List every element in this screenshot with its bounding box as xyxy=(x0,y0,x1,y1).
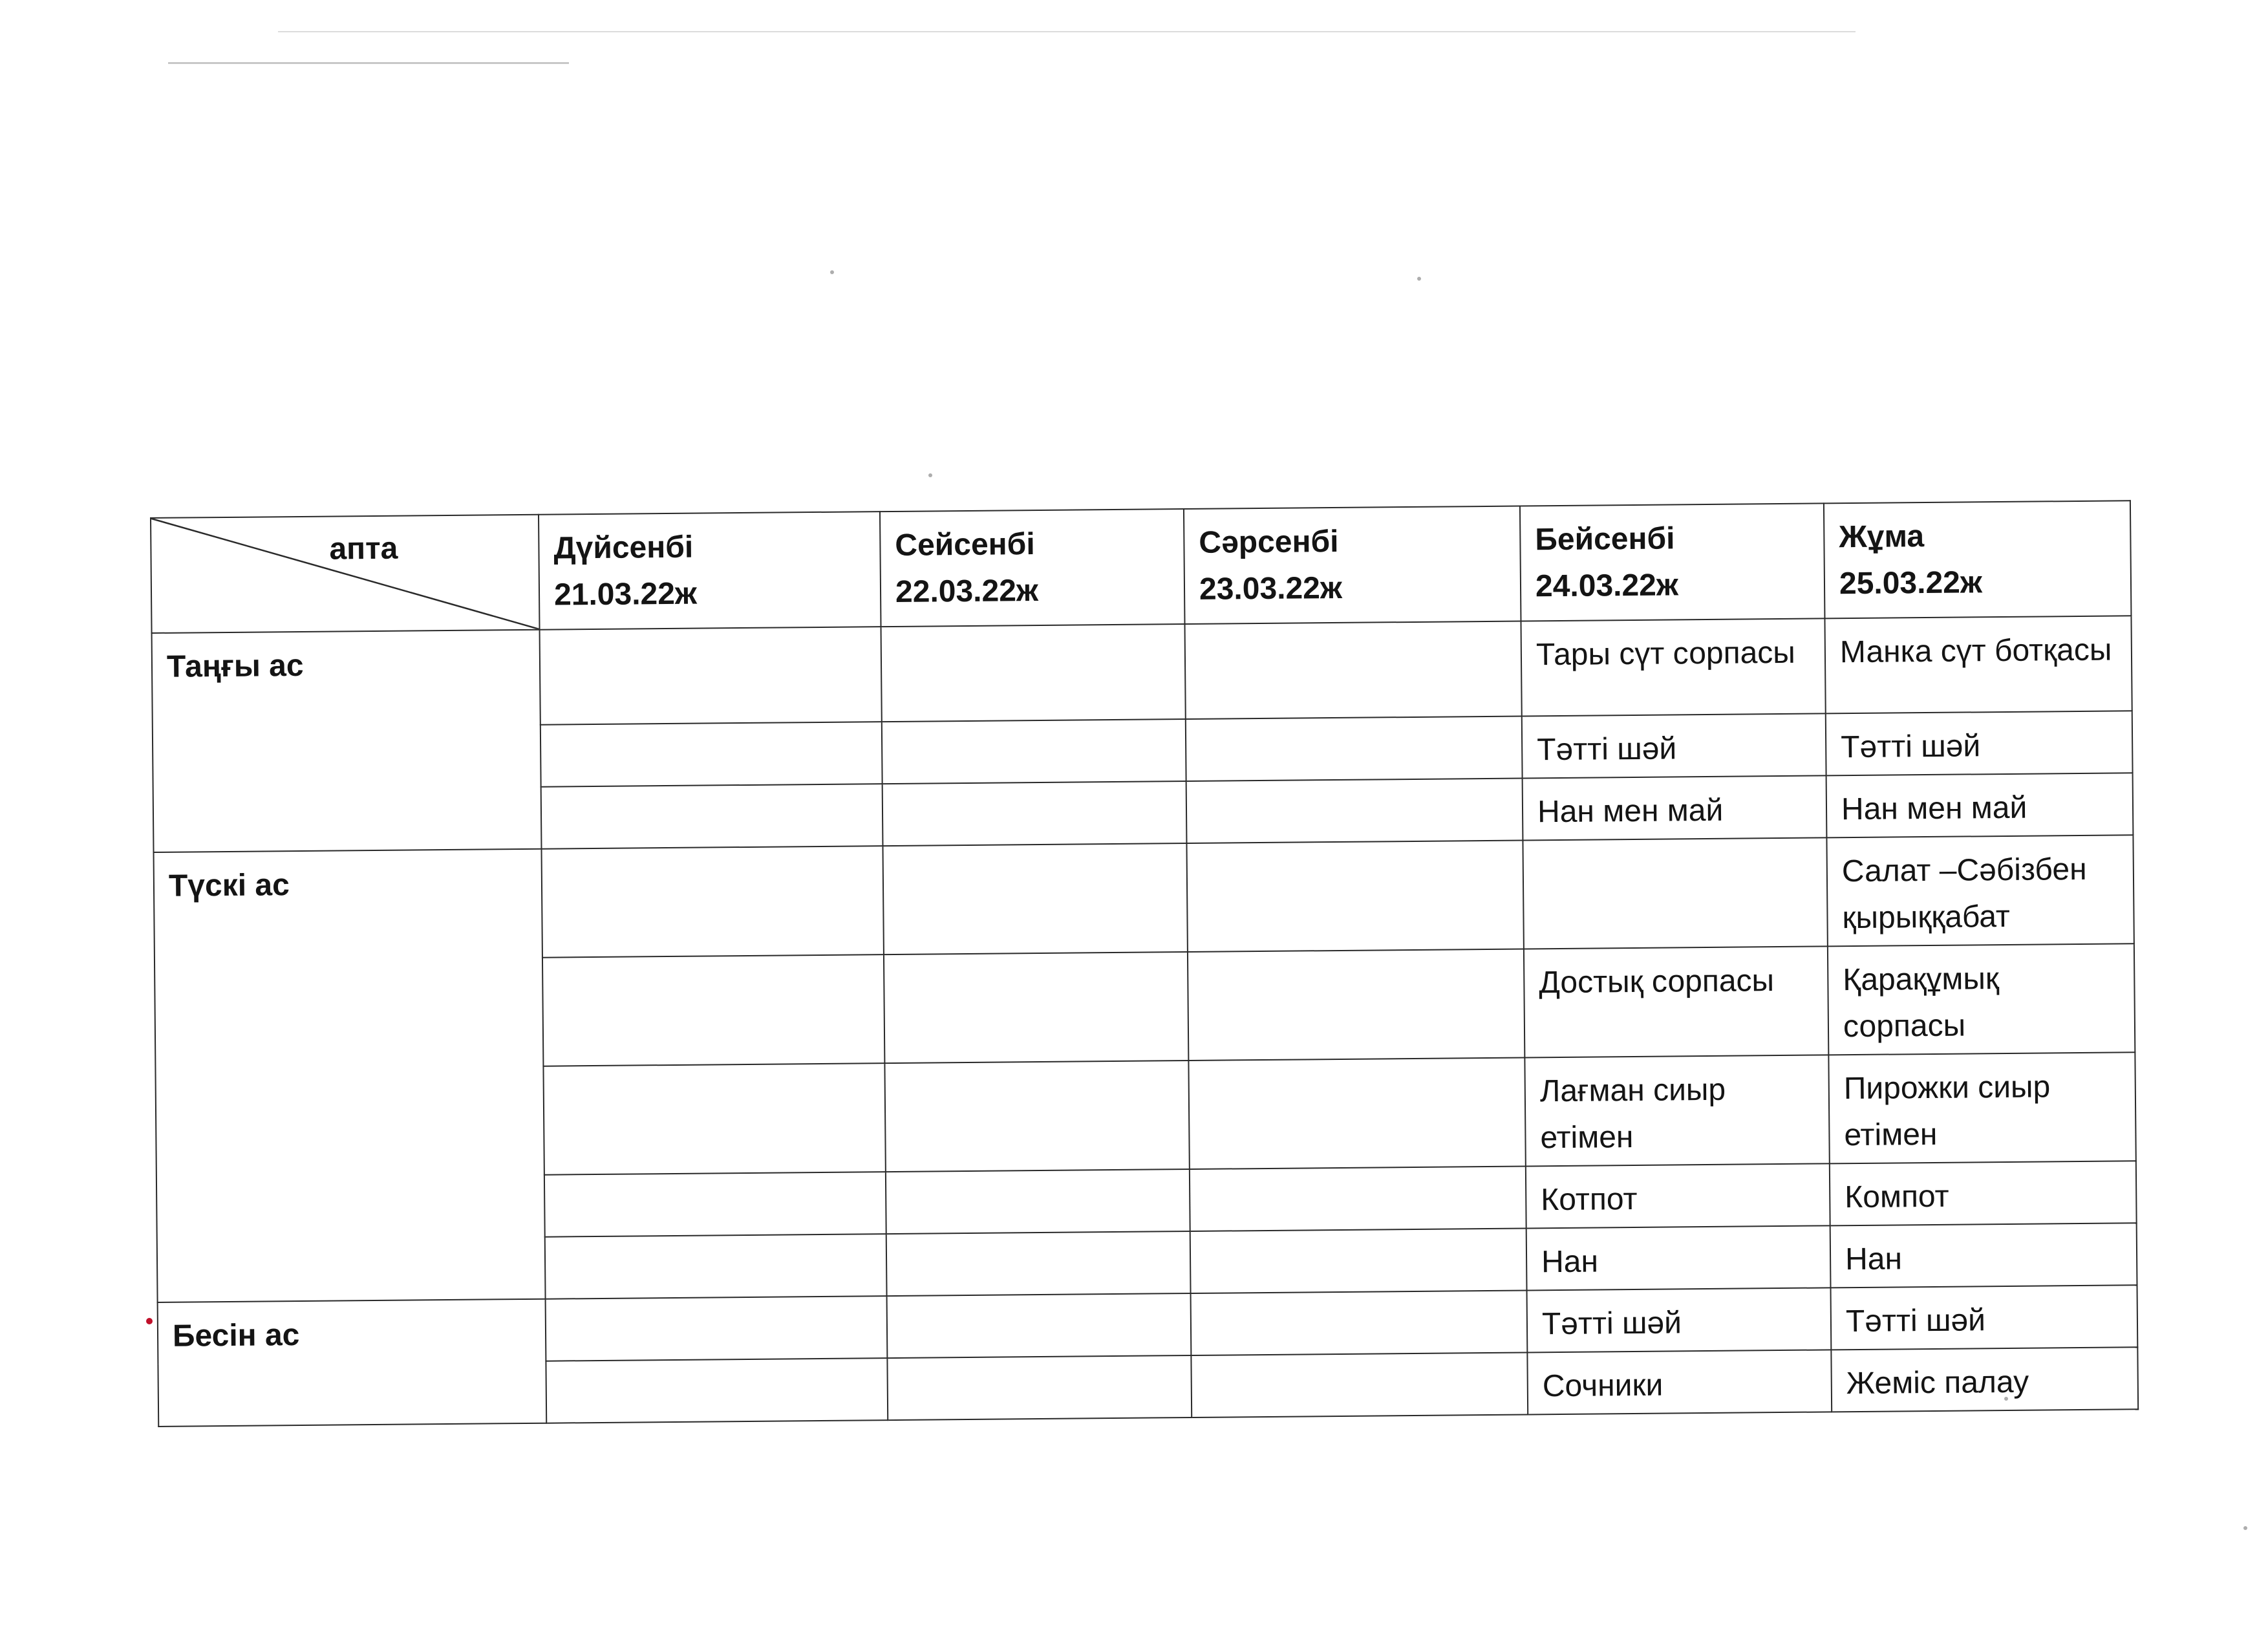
day-name: Жұма xyxy=(1839,519,1925,555)
menu-cell-empty xyxy=(1185,621,1522,720)
day-date: 22.03.22ж xyxy=(895,574,1039,609)
menu-cell-empty xyxy=(543,1063,885,1175)
menu-cell-friday: Салат –Сәбізбен қырыққабат xyxy=(1826,835,2134,946)
weekly-menu xyxy=(150,500,2137,1427)
menu-cell-friday: Нан xyxy=(1830,1223,2137,1288)
menu-cell-empty xyxy=(886,1169,1190,1234)
menu-cell-empty xyxy=(546,1296,888,1361)
day-date: 25.03.22ж xyxy=(1839,565,1983,601)
menu-cell-friday: Тәтті шәй xyxy=(1830,1285,2137,1350)
menu-cell-friday: Жеміс палау xyxy=(1831,1347,2138,1412)
week-label: апта xyxy=(329,531,398,566)
menu-cell-empty xyxy=(884,1061,1189,1172)
day-header-monday xyxy=(539,512,881,630)
menu-row xyxy=(154,835,2134,961)
menu-cell-empty xyxy=(1188,949,1524,1061)
menu-cell-empty xyxy=(884,952,1188,1063)
meal-lunch: Түскі ас xyxy=(154,849,546,1302)
menu-cell-empty xyxy=(1190,1228,1527,1293)
menu-cell-empty xyxy=(1186,840,1523,952)
menu-cell-thursday: Тәтті шәй xyxy=(1522,713,1826,778)
menu-cell-empty xyxy=(540,722,883,787)
menu-cell-empty xyxy=(544,1172,886,1237)
menu-cell-empty xyxy=(887,1293,1192,1358)
day-header-thursday xyxy=(1520,503,1825,621)
menu-cell-thursday: Сочники xyxy=(1527,1350,1832,1414)
day-header-friday xyxy=(1824,501,2132,618)
menu-cell-empty xyxy=(1188,1057,1525,1169)
menu-cell-empty xyxy=(1186,778,1523,843)
menu-table xyxy=(150,500,2139,1427)
menu-cell-empty xyxy=(545,1234,887,1299)
day-date: 23.03.22ж xyxy=(1199,570,1343,607)
meal-snack: Бесін ас xyxy=(158,1299,547,1427)
menu-cell-empty xyxy=(1186,716,1523,781)
corner-cell xyxy=(151,515,540,633)
menu-cell-empty xyxy=(1190,1166,1526,1231)
day-header-tuesday xyxy=(880,509,1185,627)
scan-artifact-line xyxy=(278,31,1856,32)
menu-cell-empty xyxy=(881,624,1186,722)
red-ink-dot xyxy=(146,1318,153,1324)
menu-row xyxy=(152,616,2132,728)
menu-cell-empty xyxy=(886,1231,1191,1296)
day-name: Сәрсенбі xyxy=(1199,524,1339,560)
scan-speck xyxy=(928,473,932,477)
menu-cell-thursday: Тары сүт сорпасы xyxy=(1521,618,1825,716)
menu-cell-thursday: Тәтті шәй xyxy=(1527,1288,1832,1352)
menu-cell-empty xyxy=(540,627,882,725)
menu-cell-thursday: Нан мен май xyxy=(1523,775,1827,840)
menu-cell-friday: Пирожки сиыр етімен xyxy=(1828,1052,2135,1163)
menu-cell-empty xyxy=(887,1355,1192,1420)
menu-cell-empty xyxy=(883,843,1187,954)
menu-cell-thursday: Достық сорпасы xyxy=(1524,946,1828,1057)
day-name: Сейсенбі xyxy=(895,527,1035,563)
menu-cell-thursday: Котпот xyxy=(1526,1163,1830,1228)
day-date: 24.03.22ж xyxy=(1535,568,1679,604)
menu-cell-empty xyxy=(883,781,1187,846)
day-date: 21.03.22ж xyxy=(553,576,698,612)
scan-artifact-line xyxy=(168,62,569,64)
header-row xyxy=(151,501,2131,633)
scan-speck xyxy=(2243,1526,2247,1530)
scan-speck xyxy=(830,270,834,274)
menu-cell-empty xyxy=(1191,1352,1528,1417)
menu-cell-friday: Манка сүт ботқасы xyxy=(1824,616,2132,713)
menu-cell-friday: Тәтті шәй xyxy=(1826,711,2133,775)
menu-cell-friday: Нан мен май xyxy=(1826,773,2134,837)
day-name: Бейсенбі xyxy=(1535,521,1675,557)
menu-cell-thursday: Нан xyxy=(1526,1225,1831,1290)
menu-cell-thursday: Лағман сиыр етімен xyxy=(1524,1055,1829,1166)
menu-cell-thursday xyxy=(1523,837,1827,949)
menu-cell-empty xyxy=(1191,1290,1528,1355)
menu-cell-empty xyxy=(542,954,884,1066)
meal-breakfast: Таңғы ас xyxy=(152,630,542,852)
scan-speck xyxy=(1417,277,1421,281)
menu-cell-friday: Қарақұмық сорпасы xyxy=(1828,943,2135,1055)
menu-cell-empty xyxy=(541,846,883,958)
menu-cell-empty xyxy=(546,1358,888,1423)
menu-cell-friday: Компот xyxy=(1830,1161,2137,1225)
menu-cell-empty xyxy=(882,719,1186,784)
day-header-wednesday xyxy=(1184,506,1521,625)
menu-cell-empty xyxy=(541,784,883,849)
day-name: Дүйсенбі xyxy=(553,530,694,566)
